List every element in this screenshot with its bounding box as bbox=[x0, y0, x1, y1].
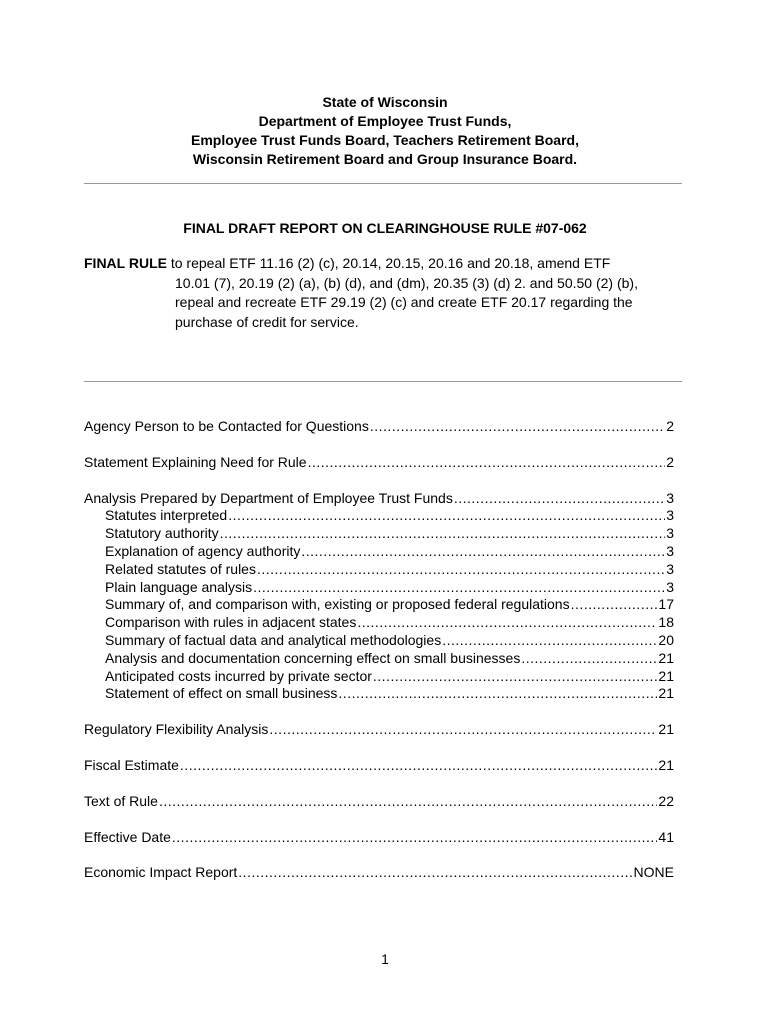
final-rule-text-line-1: to repeal ETF 11.16 (2) (c), 20.14, 20.15, 20.16 and 20.18, amend ETF bbox=[170, 255, 611, 271]
toc-entry-fiscal-estimate: Fiscal Estimate ..... 21 bbox=[84, 757, 674, 775]
final-rule-paragraph bbox=[84, 254, 684, 332]
toc-entry-statutes-interpreted: Statutes interpreted ..... 3 bbox=[84, 507, 674, 525]
toc-entry-small-business-effect: Statement of effect on small business ..... 21 bbox=[84, 685, 674, 703]
toc-entry-effective-date: Effective Date ..... 41 bbox=[84, 829, 674, 847]
toc-entry-agency-contact: Agency Person to be Contacted for Questions ..... 2 bbox=[84, 418, 674, 436]
toc-entry-regulatory-flexibility: Regulatory Flexibility Analysis ..... 21 bbox=[84, 721, 674, 739]
header-boards: Employee Trust Funds Board, Teachers Retirement Board, bbox=[191, 132, 579, 148]
toc-entry-plain-language: Plain language analysis ..... 3 bbox=[84, 579, 674, 597]
report-title: FINAL DRAFT REPORT ON CLEARINGHOUSE RULE #07-062 bbox=[183, 220, 587, 236]
toc-entry-text-of-rule: Text of Rule ..... 22 bbox=[84, 793, 674, 811]
final-rule-text-line-2: 10.01 (7), 20.19 (2) (a), (b) (d), and (dm), 20.35 (3) (d) 2. and 50.50 (2) (b), bbox=[175, 274, 638, 291]
toc-entry-need-statement: Statement Explaining Need for Rule ..... 2 bbox=[84, 454, 674, 472]
toc-entry-explanation-authority: Explanation of agency authority ..... 3 bbox=[84, 543, 674, 561]
horizontal-divider bbox=[84, 183, 682, 184]
header-department: Department of Employee Trust Funds, bbox=[258, 113, 512, 129]
toc-entry-economic-impact: Economic Impact Report ..... NONE bbox=[84, 864, 674, 882]
toc-entry-factual-data: Summary of factual data and analytical methodologies ..... 20 bbox=[84, 632, 674, 650]
header-state: State of Wisconsin bbox=[322, 94, 448, 110]
toc-entry-small-business-analysis: Analysis and documentation concerning effect on small businesses ..... 21 bbox=[84, 650, 674, 668]
toc-entry-statutory-authority: Statutory authority ..... 3 bbox=[84, 525, 674, 543]
final-rule-label: FINAL RULE bbox=[84, 255, 167, 271]
header-boards-continued: Wisconsin Retirement Board and Group Insurance Board. bbox=[192, 151, 578, 167]
page-number: 1 bbox=[381, 951, 389, 967]
document-header bbox=[0, 93, 770, 169]
toc-entry-private-sector-costs: Anticipated costs incurred by private sector ..... 21 bbox=[84, 668, 674, 686]
final-rule-text-line-3: repeal and recreate ETF 29.19 (2) (c) and create ETF 20.17 regarding the bbox=[175, 294, 633, 310]
toc-entry-adjacent-states: Comparison with rules in adjacent states ..... 18 bbox=[84, 614, 674, 632]
final-rule-text-line-4: purchase of credit for service. bbox=[175, 313, 359, 330]
toc-entry-federal-comparison: Summary of, and comparison with, existing or proposed federal regulations ..... 17 bbox=[84, 596, 674, 614]
toc-entry-analysis: Analysis Prepared by Department of Employee Trust Funds ..... 3 bbox=[84, 490, 674, 508]
table-of-contents bbox=[84, 418, 674, 882]
horizontal-divider bbox=[84, 381, 682, 382]
toc-entry-related-statutes: Related statutes of rules ..... 3 bbox=[84, 561, 674, 579]
